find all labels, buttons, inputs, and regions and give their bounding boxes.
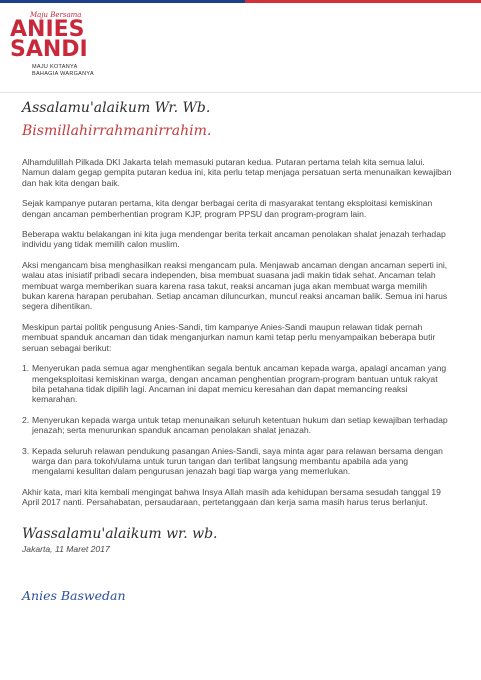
list-item xyxy=(22,363,452,405)
top-bar-blue xyxy=(0,0,245,3)
logo-script: Maju Bersama xyxy=(30,11,82,19)
paragraph-4: Aksi mengancam bisa menghasilkan reaksi mengancam pula. Menjawab ancaman dengan ancaman seperti ini, walau atas inisiatif pribadi secara independen, bisa membuat suasana jadi makin tidak sehat. Ancaman telah membuat warga memberikan suara karena rasa takut, reaksi ancaman juga akan membuat warga memilih bukan karena harapan perubahan. Setiap ancaman diluncurkan, muncul reaksi ancaman balik. Semua ini harus segera dihentikan. xyxy=(22,259,448,312)
appeal-list xyxy=(22,363,452,477)
farewell: Wassalamu'alaikum wr. wb. xyxy=(22,525,218,542)
paragraph-3: Beberapa waktu belakangan ini kita juga mendengar berita terkait ancaman penolakan shalat jenazah terhadap individu yang tidak memilih calon muslim. xyxy=(22,229,446,250)
closing-paragraph: Akhir kata, mari kita kembali mengingat bahwa Insya Allah masih ada kehidupan bersama sesudah tanggal 19 April 2017 nanti. Persahabatan, persaudaraan, pertetanggaan dan kerja sama masih harus terus berlanjut. xyxy=(22,486,441,508)
list-number: 3. xyxy=(22,445,30,456)
list-text: Menyerukan kepada warga untuk tetap menunaikan seluruh ketentuan hukum dan setiap kewajiban terhadap jenazah; serta menurunkan spanduk ancaman penolakan shalat jenazah. xyxy=(32,414,448,436)
bismillah: Bismillahirrahmanirrahim. xyxy=(22,123,212,139)
top-bar-red xyxy=(245,0,481,3)
paragraph-2: Sejak kampanye putaran pertama, kita dengar berbagai cerita di masyarakat tentang eksploitasi kemiskinan dengan ancaman pemberhentian program KJP, program PPSU dan program-program lain. xyxy=(22,198,433,219)
header-divider xyxy=(0,92,481,93)
list-number: 1. xyxy=(22,363,30,374)
greeting: Assalamu'alaikum Wr. Wb. xyxy=(22,100,211,116)
logo-name-anies: ANIES xyxy=(10,17,85,42)
logo-tagline-1: MAJU KOTANYA xyxy=(32,64,78,70)
paragraph-5: Meskipun partai politik pengusung Anies-Sandi, tim kampanye Anies-Sandi maupun relawan tidak pernah membuat spanduk ancaman dan tidak menganjurkan namun kami tetap perlu menyampaikan beberapa butir seruan sebagai berikut: xyxy=(22,321,436,353)
paragraph-1: Alhamdulillah Pilkada DKI Jakarta telah memasuki putaran kedua. Putaran pertama telah kita semua lalui. Namun dalam gegap gempita putaran kedua ini, kita perlu tetap menjaga persatuan serta menunaikan kewajiban dan hak kita dengan baik. xyxy=(22,157,452,188)
signature: Anies Baswedan xyxy=(22,587,126,603)
list-text: Menyerukan pada semua agar menghentikan segala bentuk ancaman kepada warga, apalagi ancaman yang mengeksploitasi kemiskinan warga, dengan ancaman penghentian program-program bantuan untuk rakyat bila petahana tidak dipilih lagi. Ancaman ini dapat memicu keresahan dan dapat memancing reaksi kemarahan. xyxy=(32,363,447,405)
logo-name-sandi: SANDI xyxy=(10,37,88,62)
list-number: 2. xyxy=(22,414,30,425)
place-date: Jakarta, 11 Maret 2017 xyxy=(22,543,110,554)
list-item xyxy=(22,446,452,477)
list-text: Kepada seluruh relawan pendukung pasangan Anies-Sandi, saya minta agar para relawan bersama dengan warga dan para tokoh/ulama untuk turun tangan dan terlibat langsung membantu apabila ada yang mengalami kesulitan dalam pengurusan jenazah bagi tiap warga yang memerlukan. xyxy=(32,445,443,477)
list-item xyxy=(22,415,452,436)
letter-body xyxy=(22,100,452,603)
campaign-logo xyxy=(10,8,94,86)
logo-tagline-2: BAHAGIA WARGANYA xyxy=(32,71,94,77)
